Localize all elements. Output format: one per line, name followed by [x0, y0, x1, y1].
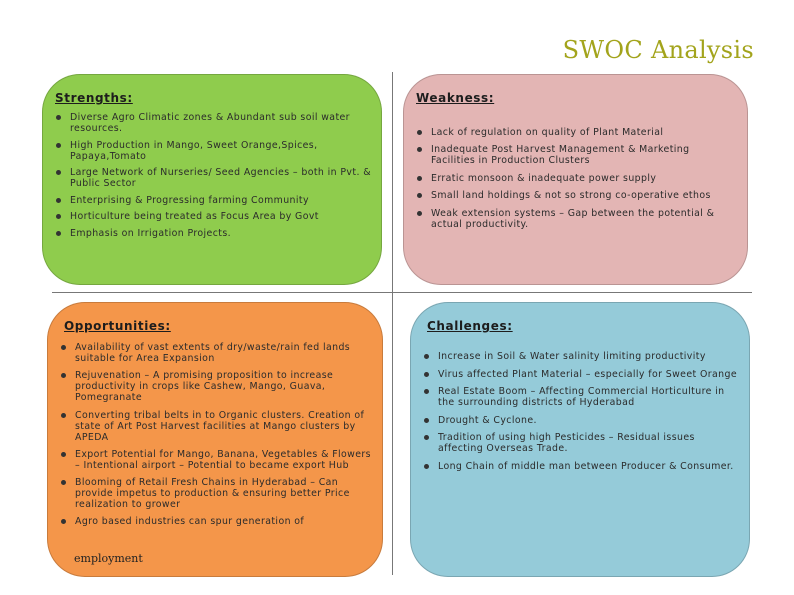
- bullet-icon: [424, 418, 429, 423]
- list-item: [55, 140, 371, 162]
- list-item: [416, 173, 737, 184]
- list-item: [423, 369, 739, 380]
- list-item-text: Agro based industries can spur generation of: [75, 516, 305, 528]
- vertical-divider: [392, 72, 393, 575]
- bullet-icon: [61, 480, 66, 485]
- list-item-text: Converting tribal belts in to Organic clusters. Creation of state of Art Post Harvest facilities at Mango clusters by APEDA: [75, 409, 365, 443]
- list-item-text: Emphasis on Irrigation Projects.: [70, 227, 231, 239]
- list-item: [60, 410, 372, 443]
- bullet-icon: [424, 464, 429, 469]
- list-item: [416, 127, 737, 138]
- opportunities-heading: Opportunities:: [64, 319, 171, 333]
- list-item: [60, 370, 372, 403]
- list-item: [55, 228, 371, 239]
- list-item-text: Export Potential for Mango, Banana, Vegetables & Flowers – Intentional airport – Potential to became export Hub: [75, 448, 371, 471]
- challenges-heading: Challenges:: [427, 319, 513, 333]
- strengths-panel: [42, 74, 382, 285]
- bullet-icon: [56, 198, 61, 203]
- list-item: [55, 211, 371, 222]
- list-item-text: Diverse Agro Climatic zones & Abundant sub soil water resources.: [70, 112, 350, 134]
- horizontal-divider: [52, 292, 752, 293]
- opportunities-panel: [47, 302, 383, 577]
- bullet-icon: [417, 130, 422, 135]
- list-item: [416, 144, 737, 166]
- list-item-text: Large Network of Nurseries/ Seed Agencies – both in Pvt. & Public Sector: [70, 167, 371, 190]
- list-item-text: Virus affected Plant Material – especially for Sweet Orange: [438, 368, 737, 380]
- weakness-list: [416, 127, 737, 230]
- opportunities-footnote: employment: [74, 552, 143, 565]
- list-item-text: Horticulture being treated as Focus Area by Govt: [70, 211, 319, 223]
- bullet-icon: [424, 354, 429, 359]
- bullet-icon: [61, 345, 66, 350]
- bullet-icon: [417, 193, 422, 198]
- list-item-text: Drought & Cyclone.: [438, 414, 537, 426]
- list-item-text: Tradition of using high Pesticides – Residual issues affecting Overseas Trade.: [438, 432, 695, 455]
- page-title: SWOC Analysis: [562, 36, 754, 64]
- list-item-text: Increase in Soil & Water salinity limiting productivity: [438, 351, 706, 362]
- weakness-panel: [403, 74, 748, 285]
- bullet-icon: [61, 452, 66, 457]
- bullet-icon: [61, 373, 66, 378]
- strengths-list: [55, 112, 371, 239]
- weakness-heading: Weakness:: [416, 91, 495, 105]
- list-item-text: Weak extension systems – Gap between the potential & actual productivity.: [431, 207, 715, 230]
- bullet-icon: [56, 214, 61, 219]
- bullet-icon: [56, 170, 61, 175]
- bullet-icon: [417, 147, 422, 152]
- list-item: [416, 190, 737, 201]
- list-item: [60, 342, 372, 364]
- challenges-list: [423, 351, 739, 472]
- bullet-icon: [56, 231, 61, 236]
- list-item-text: Rejuvenation – A promising proposition to increase productivity in crops like Cashew, Mango, Guava, Pomegranate: [75, 370, 334, 404]
- bullet-icon: [56, 115, 61, 120]
- list-item: [423, 461, 739, 472]
- bullet-icon: [61, 519, 66, 524]
- bullet-icon: [417, 211, 422, 216]
- list-item-text: Inadequate Post Harvest Management & Marketing Facilities in Production Clusters: [431, 144, 690, 167]
- bullet-icon: [424, 372, 429, 377]
- bullet-icon: [56, 143, 61, 148]
- list-item: [55, 195, 371, 206]
- bullet-icon: [424, 435, 429, 440]
- list-item: [60, 516, 372, 527]
- list-item: [423, 386, 739, 408]
- list-item-text: Availability of vast extents of dry/waste/rain fed lands suitable for Area Expansion: [75, 342, 351, 364]
- list-item-text: Small land holdings & not so strong co-operative ethos: [431, 190, 711, 202]
- list-item-text: Long Chain of middle man between Producer & Consumer.: [438, 460, 734, 472]
- list-item: [60, 477, 372, 510]
- list-item: [55, 112, 371, 134]
- list-item: [423, 351, 739, 362]
- strengths-heading: Strengths:: [55, 91, 133, 105]
- list-item-text: Real Estate Boom – Affecting Commercial Horticulture in the surrounding districts of Hyderabad: [438, 386, 725, 409]
- bullet-icon: [61, 413, 66, 418]
- opportunities-list: [60, 342, 372, 527]
- list-item: [60, 449, 372, 471]
- bullet-icon: [424, 389, 429, 394]
- challenges-panel: [410, 302, 750, 577]
- list-item-text: Lack of regulation on quality of Plant Material: [431, 127, 664, 138]
- list-item: [423, 432, 739, 454]
- list-item-text: Enterprising & Progressing farming Community: [70, 194, 309, 206]
- list-item: [55, 167, 371, 189]
- bullet-icon: [417, 176, 422, 181]
- list-item-text: Erratic monsoon & inadequate power supply: [431, 172, 657, 184]
- list-item-text: Blooming of Retail Fresh Chains in Hyderabad – Can provide impetus to production & ensuring better Price realization to grower: [75, 477, 350, 511]
- list-item: [423, 415, 739, 426]
- list-item-text: High Production in Mango, Sweet Orange,Spices, Papaya,Tomato: [70, 139, 318, 162]
- list-item: [416, 208, 737, 230]
